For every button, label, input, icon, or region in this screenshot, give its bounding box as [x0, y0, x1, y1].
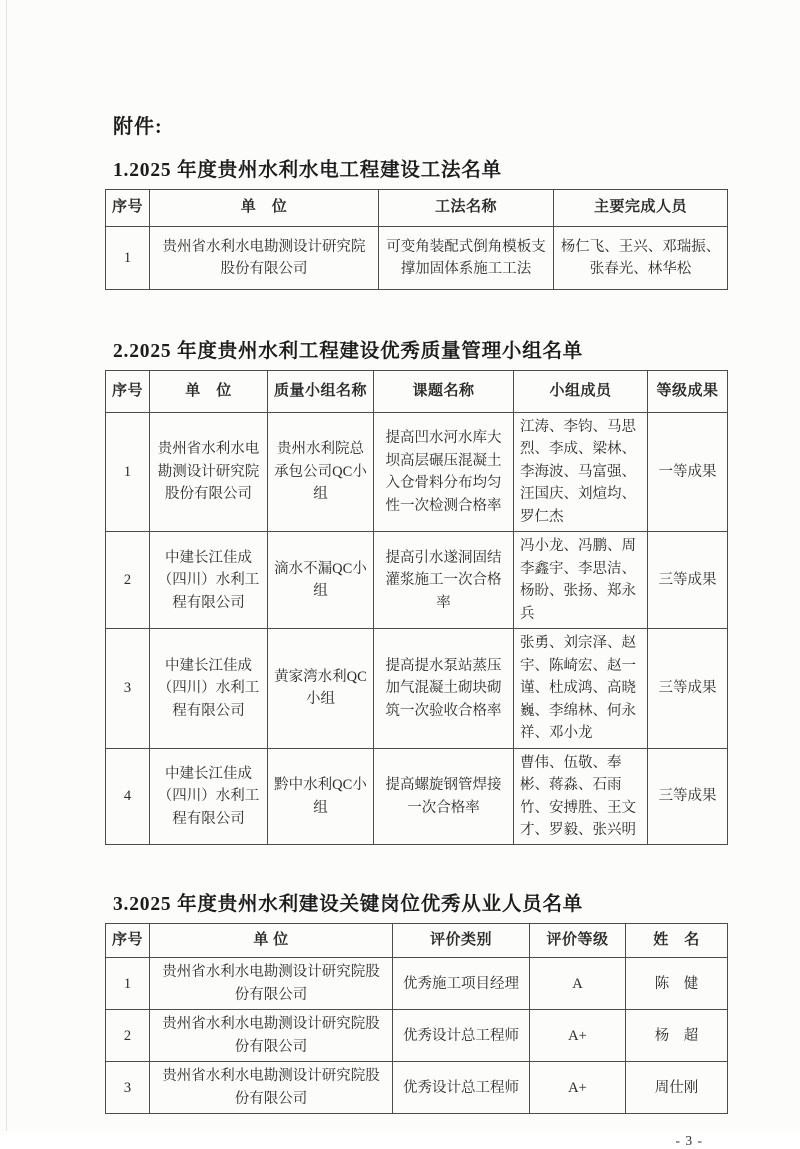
col-header-members: 小组成员: [514, 371, 648, 413]
construction-method-table: [105, 189, 728, 290]
cell-grade: 一等成果: [648, 413, 728, 532]
cell-unit: 中建长江佳成（四川）水利工程有限公司: [150, 748, 268, 845]
cell-members: 曹伟、伍敬、奉彬、蒋淼、石雨竹、安搏胜、王文才、罗毅、张兴明: [514, 748, 648, 845]
cell-name: 杨 超: [626, 1010, 728, 1062]
cell-members: 冯小龙、冯鹏、周李鑫宇、李思洁、杨盼、张扬、郑永兵: [514, 532, 648, 629]
cell-no: 2: [106, 532, 150, 629]
col-header-no: 序号: [106, 190, 150, 227]
cell-members: 张勇、刘宗泽、赵宇、陈崎宏、赵一谨、杜成鸿、高晓巍、李绵林、何永祥、邓小龙: [514, 629, 648, 748]
cell-grade: 三等成果: [648, 629, 728, 748]
col-header-unit: 单 位: [150, 190, 379, 227]
col-header-grade: 等级成果: [648, 371, 728, 413]
cell-no: 3: [106, 629, 150, 748]
table-header-row: [106, 924, 728, 958]
cell-category: 优秀设计总工程师: [393, 1010, 530, 1062]
col-header-method: 工法名称: [379, 190, 554, 227]
cell-grade: A: [530, 958, 626, 1010]
table-row: [106, 629, 728, 748]
cell-group: 黄家湾水利QC小组: [268, 629, 374, 748]
scan-edge-artifact: [6, 0, 7, 1131]
cell-unit: 中建长江佳成（四川）水利工程有限公司: [150, 629, 268, 748]
cell-no: 1: [106, 413, 150, 532]
cell-topic: 提高螺旋钢管焊接一次合格率: [374, 748, 514, 845]
table-row: [106, 958, 728, 1010]
cell-name: 周仕刚: [626, 1062, 728, 1114]
cell-grade: 三等成果: [648, 748, 728, 845]
table-row: [106, 748, 728, 845]
cell-unit: 贵州省水利水电勘测设计研究院股份有限公司: [150, 958, 393, 1010]
table-header-row: [106, 371, 728, 413]
table-row: [106, 413, 728, 532]
cell-no: 2: [106, 1010, 150, 1062]
cell-no: 3: [106, 1062, 150, 1114]
col-header-unit: 单 位: [150, 924, 393, 958]
cell-grade: A+: [530, 1010, 626, 1062]
col-header-unit: 单 位: [150, 371, 268, 413]
attachment-label: 附件:: [113, 116, 163, 138]
cell-unit: 中建长江佳成（四川）水利工程有限公司: [150, 532, 268, 629]
cell-grade: A+: [530, 1062, 626, 1114]
page-number: - 3 -: [675, 1133, 703, 1149]
cell-unit: 贵州省水利水电勘测设计研究院股份有限公司: [150, 1010, 393, 1062]
key-personnel-table: [105, 923, 728, 1114]
cell-category: 优秀设计总工程师: [393, 1062, 530, 1114]
cell-members: 杨仁飞、王兴、邓瑞振、张春光、林华松: [554, 227, 728, 290]
cell-method: 可变角装配式倒角模板支撑加固体系施工工法: [379, 227, 554, 290]
table-header-row: [106, 190, 728, 227]
table-row: [106, 227, 728, 290]
cell-no: 1: [106, 958, 150, 1010]
cell-topic: 提高引水遂洞固结灌浆施工一次合格率: [374, 532, 514, 629]
cell-group: 贵州水利院总承包公司QC小组: [268, 413, 374, 532]
qc-group-table: [105, 370, 728, 845]
cell-group: 黔中水利QC小组: [268, 748, 374, 845]
col-header-category: 评价类别: [393, 924, 530, 958]
col-header-no: 序号: [106, 371, 150, 413]
cell-category: 优秀施工项目经理: [393, 958, 530, 1010]
col-header-members: 主要完成人员: [554, 190, 728, 227]
section-2-title: 2.2025 年度贵州水利工程建设优秀质量管理小组名单: [113, 341, 584, 362]
cell-name: 陈 健: [626, 958, 728, 1010]
cell-no: 4: [106, 748, 150, 845]
cell-unit: 贵州省水利水电勘测设计研究院股份有限公司: [150, 413, 268, 532]
page-content: [105, 0, 727, 1149]
col-header-grade: 评价等级: [530, 924, 626, 958]
section-3-title: 3.2025 年度贵州水利建设关键岗位优秀从业人员名单: [113, 894, 584, 916]
col-header-no: 序号: [106, 924, 150, 958]
section-1-title: 1.2025 年度贵州水利水电工程建设工法名单: [113, 160, 502, 181]
col-header-group: 质量小组名称: [268, 371, 374, 413]
cell-unit: 贵州省水利水电勘测设计研究院股份有限公司: [150, 1062, 393, 1114]
cell-topic: 提高凹水河水库大坝高层碾压混凝土入仓骨料分布均匀性一次检测合格率: [374, 413, 514, 532]
col-header-topic: 课题名称: [374, 371, 514, 413]
table-row: [106, 532, 728, 629]
cell-members: 江涛、李钧、马思烈、李成、梁林、李海波、马富强、汪国庆、刘煊均、罗仁杰: [514, 413, 648, 532]
table-row: [106, 1010, 728, 1062]
cell-grade: 三等成果: [648, 532, 728, 629]
cell-no: 1: [106, 227, 150, 290]
cell-group: 滴水不漏QC小组: [268, 532, 374, 629]
table-row: [106, 1062, 728, 1114]
col-header-name: 姓 名: [626, 924, 728, 958]
cell-unit: 贵州省水利水电勘测设计研究院股份有限公司: [150, 227, 379, 290]
cell-topic: 提高提水泵站蒸压加气混凝土砌块砌筑一次验收合格率: [374, 629, 514, 748]
